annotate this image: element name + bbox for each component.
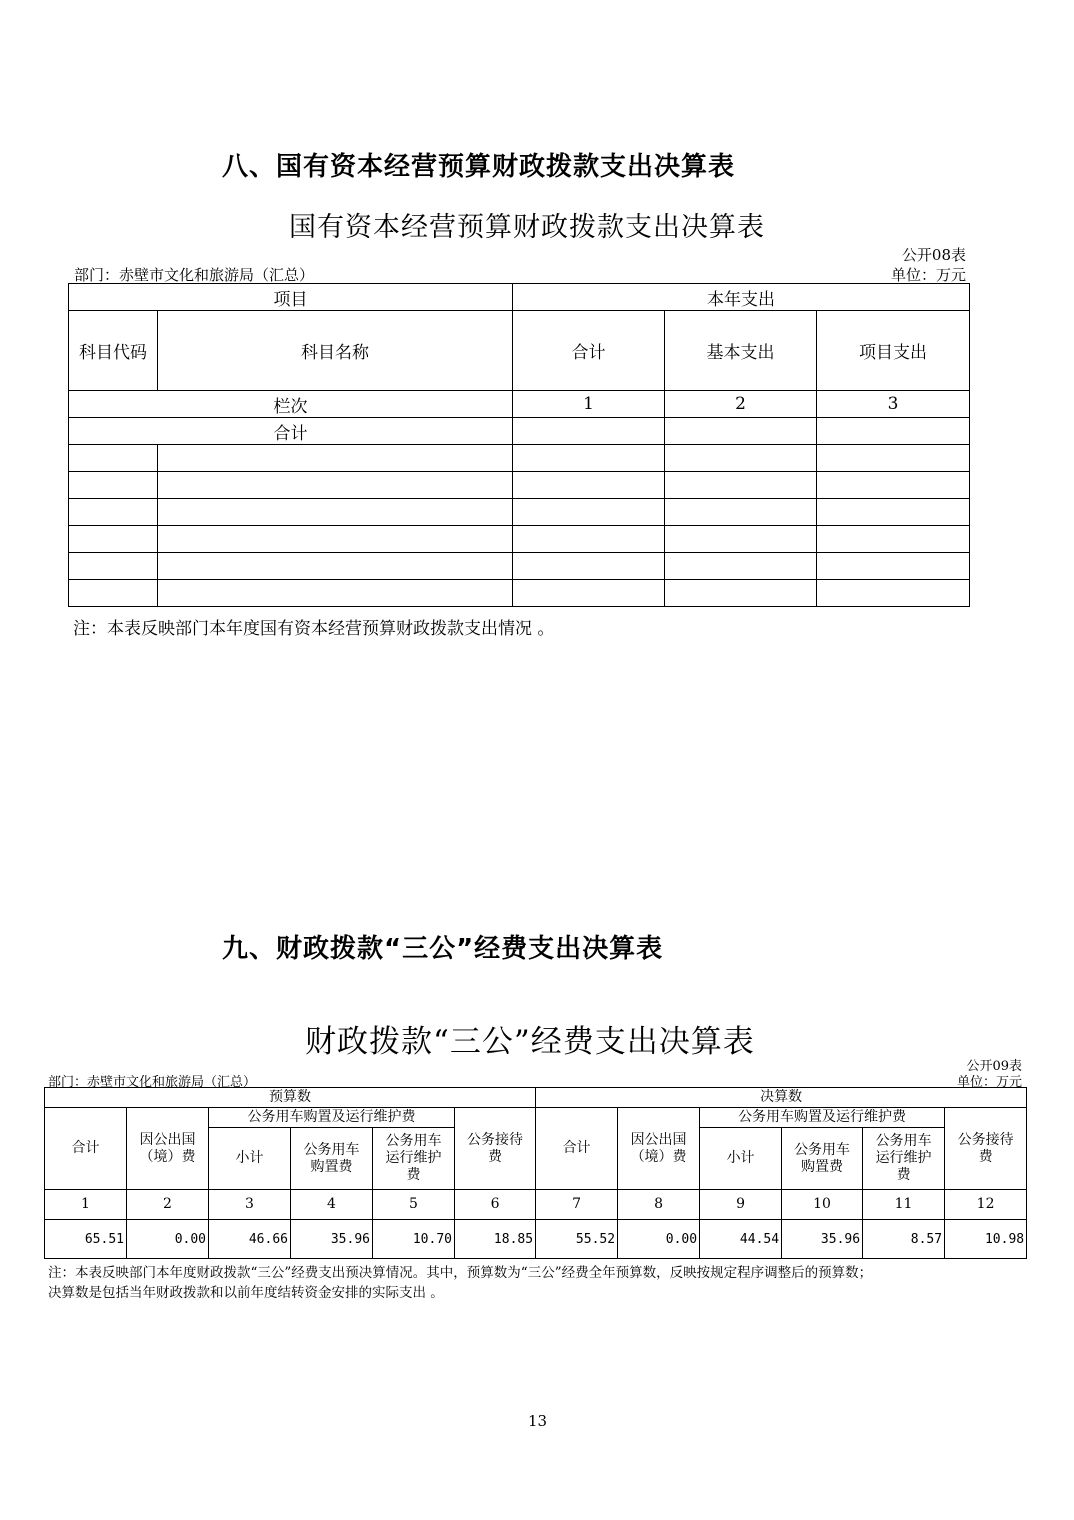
header-vehicle-purchase: 公务用车购置费 — [782, 1128, 863, 1190]
column-number: 3 — [209, 1190, 291, 1220]
section8-table-title: 国有资本经营预算财政拨款支出决算表 — [289, 212, 765, 243]
row-value — [665, 472, 817, 499]
row-value — [817, 445, 970, 472]
row-code — [69, 472, 158, 499]
section8-heading: 八、国有资本经营预算财政拨款支出决算表 — [222, 152, 736, 182]
header-reception: 公务接待费 — [455, 1108, 536, 1190]
value-cell: 44.54 — [700, 1220, 782, 1259]
page-number: 13 — [528, 1412, 548, 1430]
section9-form-number: 公开09表 — [966, 1059, 1022, 1074]
column-number: 2 — [127, 1190, 209, 1220]
header-total: 合计 — [45, 1108, 127, 1190]
header-vehicle-purchase: 公务用车购置费 — [291, 1128, 373, 1190]
table-row — [69, 445, 970, 472]
value-cell: 65.51 — [45, 1220, 127, 1259]
header-vehicle-operation: 公务用车运行维护费 — [863, 1128, 945, 1190]
table-row — [69, 580, 970, 607]
section8-form-number: 公开08表 — [901, 246, 966, 264]
total-value — [665, 418, 817, 445]
row-value — [817, 580, 970, 607]
table-row — [69, 553, 970, 580]
total-value — [513, 418, 665, 445]
row-value — [665, 553, 817, 580]
header-total: 合计 — [536, 1108, 618, 1190]
column-number-row — [69, 391, 970, 418]
value-cell: 35.96 — [782, 1220, 863, 1259]
header-project: 项目 — [69, 284, 513, 311]
row-code — [69, 499, 158, 526]
header-final: 决算数 — [536, 1088, 1027, 1108]
column-number: 3 — [817, 391, 970, 418]
header-reception: 公务接待费 — [945, 1108, 1027, 1190]
column-number: 5 — [373, 1190, 455, 1220]
header-project-expense: 项目支出 — [817, 311, 970, 391]
header-subtotal: 小计 — [209, 1128, 291, 1190]
row-value — [817, 472, 970, 499]
row-name — [158, 499, 513, 526]
three-public-expenses-table — [44, 1087, 1027, 1259]
value-cell: 0.00 — [618, 1220, 700, 1259]
section9-note-line2: 决算数是包括当年财政拨款和以前年度结转资金安排的实际支出 。 — [48, 1285, 444, 1301]
row-value — [665, 526, 817, 553]
value-cell: 18.85 — [455, 1220, 536, 1259]
section9-table-title: 财政拨款“三公”经费支出决算表 — [305, 1024, 755, 1060]
column-number-row — [45, 1190, 1027, 1220]
value-cell: 10.70 — [373, 1220, 455, 1259]
header-subtotal: 小计 — [700, 1128, 782, 1190]
header-current-year: 本年支出 — [513, 284, 970, 311]
header-vehicle-operation: 公务用车运行维护费 — [373, 1128, 455, 1190]
column-number: 12 — [945, 1190, 1027, 1220]
total-value — [817, 418, 970, 445]
section9-department: 部门：赤壁市文化和旅游局（汇总） — [48, 1075, 257, 1090]
column-number: 11 — [863, 1190, 945, 1220]
row-name — [158, 472, 513, 499]
header-code: 科目代码 — [69, 311, 158, 391]
row-value — [513, 580, 665, 607]
row-value — [513, 526, 665, 553]
section9-note — [48, 1263, 872, 1303]
total-label: 合计 — [69, 418, 513, 445]
value-cell: 55.52 — [536, 1220, 618, 1259]
header-name: 科目名称 — [158, 311, 513, 391]
row-value — [665, 580, 817, 607]
header-vehicle: 公务用车购置及运行维护费 — [700, 1108, 945, 1128]
row-value — [817, 526, 970, 553]
column-number: 9 — [700, 1190, 782, 1220]
value-cell: 35.96 — [291, 1220, 373, 1259]
table-row — [69, 472, 970, 499]
row-code — [69, 526, 158, 553]
column-number: 8 — [618, 1190, 700, 1220]
section9-note-line1: 注：本表反映部门本年度财政拨款“三公”经费支出预决算情况。其中，预算数为“三公”经费全年预算数，反映按规定程序调整后的预算数； — [48, 1265, 873, 1281]
header-basic: 基本支出 — [665, 311, 817, 391]
state-capital-expenditure-table — [68, 283, 970, 607]
row-value — [665, 445, 817, 472]
header-total: 合计 — [513, 311, 665, 391]
section9-heading: 九、财政拨款“三公”经费支出决算表 — [222, 934, 664, 964]
column-number: 7 — [536, 1190, 618, 1220]
row-value — [513, 553, 665, 580]
value-cell: 46.66 — [209, 1220, 291, 1259]
row-code — [69, 445, 158, 472]
column-number: 2 — [665, 391, 817, 418]
row-name — [158, 445, 513, 472]
row-value — [665, 499, 817, 526]
values-row — [45, 1220, 1027, 1259]
section8-unit: 单位：万元 — [890, 266, 966, 284]
table-row — [69, 526, 970, 553]
column-number: 6 — [455, 1190, 536, 1220]
column-number-label: 栏次 — [69, 391, 513, 418]
section8-department: 部门：赤壁市文化和旅游局（汇总） — [74, 266, 315, 284]
row-name — [158, 553, 513, 580]
header-budget: 预算数 — [45, 1088, 536, 1108]
header-abroad: 因公出国（境）费 — [127, 1108, 209, 1190]
header-vehicle: 公务用车购置及运行维护费 — [209, 1108, 455, 1128]
row-name — [158, 526, 513, 553]
row-value — [513, 472, 665, 499]
row-value — [817, 499, 970, 526]
column-number: 1 — [45, 1190, 127, 1220]
row-code — [69, 553, 158, 580]
section9-unit: 单位：万元 — [956, 1075, 1022, 1090]
row-value — [817, 553, 970, 580]
section8-note: 注：本表反映部门本年度国有资本经营预算财政拨款支出情况 。 — [73, 619, 555, 639]
column-number: 4 — [291, 1190, 373, 1220]
header-abroad: 因公出国（境）费 — [618, 1108, 700, 1190]
value-cell: 0.00 — [127, 1220, 209, 1259]
row-value — [513, 499, 665, 526]
value-cell: 10.98 — [945, 1220, 1027, 1259]
row-code — [69, 580, 158, 607]
value-cell: 8.57 — [863, 1220, 945, 1259]
total-row — [69, 418, 970, 445]
row-name — [158, 580, 513, 607]
column-number: 10 — [782, 1190, 863, 1220]
row-value — [513, 445, 665, 472]
table-row — [69, 499, 970, 526]
column-number: 1 — [513, 391, 665, 418]
